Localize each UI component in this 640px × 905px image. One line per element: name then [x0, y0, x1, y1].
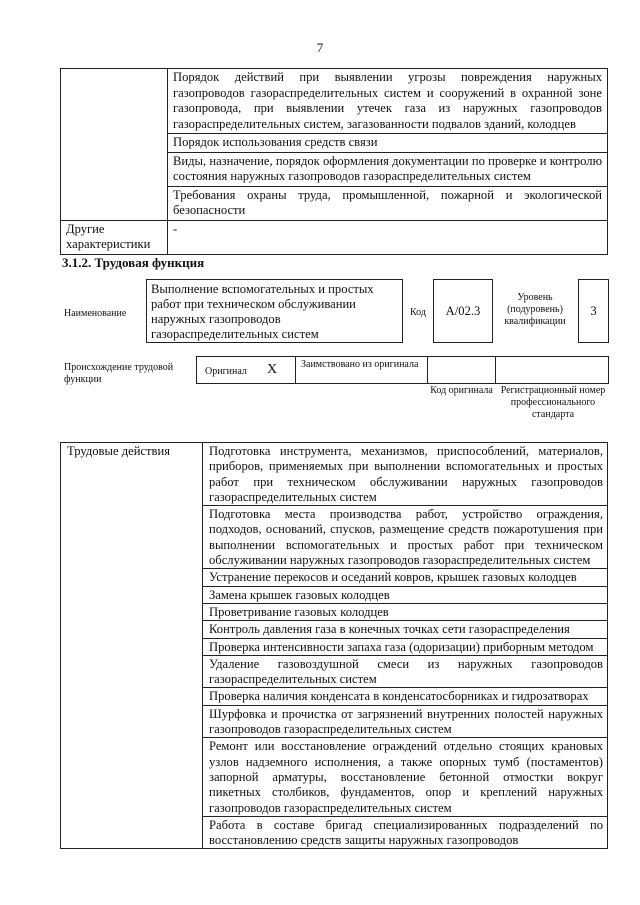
labor-action: Ремонт или восстановление ограждений отдельно стоящих крановых узлов надземного исполнения, а также опорных тумб (постаментов) запорной арматуры, восстановление бетонной отмостки вокруг пикетных столбиков, фундаментов, опор и креплений наружных газопроводов газораспределительных систем — [203, 738, 608, 816]
labor-action: Проверка наличия конденсата в конденсатосборниках и гидрозатворах — [203, 688, 608, 705]
labor-actions-table — [60, 442, 608, 849]
labor-action: Работа в составе бригад специализированных подразделений по восстановлению средств защиты наружных газопроводов — [203, 816, 608, 849]
labor-action: Проверка интенсивности запаха газа (одоризации) приборным методом — [203, 638, 608, 655]
origin-label: Происхождение трудовой функции — [64, 362, 174, 385]
borrowed-cell — [295, 356, 428, 384]
function-name: Выполнение вспомогательных и простых работ при техническом обслуживании наружных газопроводов газораспределительных систем — [151, 282, 374, 341]
original-cell — [196, 356, 296, 384]
registration-caption: Регистрационный номер профессионального стандарта — [500, 385, 606, 420]
labor-action: Проветривание газовых колодцев — [203, 603, 608, 620]
section-title: 3.1.2. Трудовая функция — [62, 255, 205, 270]
labor-action: Удаление газовоздушной смеси из наружных газопроводов газораспределительных систем — [203, 655, 608, 688]
registration-number-cell — [495, 356, 609, 384]
function-name-box — [146, 279, 403, 343]
labor-action: Устранение перекосов и оседаний ковров, крышек газовых колодцев — [203, 569, 608, 586]
labor-action: Подготовка инструмента, механизмов, приспособлений, материалов, приборов, применяемых при выполнении вспомогательных и простых работ при техническом обслуживании наружных газопроводов газораспределительных систем — [203, 443, 608, 506]
code-box — [433, 279, 493, 343]
knowledge-row: Порядок использования средств связи — [168, 134, 608, 153]
original-code-caption: Код оригинала — [430, 385, 493, 396]
original-code-cell — [427, 356, 496, 384]
knowledge-row: Требования охраны труда, промышленной, пожарной и экологической безопасности — [168, 186, 608, 220]
knowledge-row: Порядок действий при выявлении угрозы повреждения наружных газопроводов газораспределительных систем и сооружений в охранной зоне газопровода, при выявлении утечек газа из наружных газопроводов газораспределительных систем, загазованности подвалов зданий, колодцев — [168, 69, 608, 134]
labor-actions-label: Трудовые действия — [61, 443, 203, 506]
original-label: Оригинал — [205, 366, 247, 377]
labor-action: Замена крышек газовых колодцев — [203, 586, 608, 603]
code-value: А/02.3 — [445, 304, 481, 318]
level-box — [578, 279, 609, 343]
labor-action: Контроль давления газа в конечных точках сети газораспределения — [203, 621, 608, 638]
borrowed-label: Заимствовано из оригинала — [301, 359, 419, 370]
labor-action: Подготовка места производства работ, устройство ограждения, подходов, оснований, спусков, размещение средств пожаротушения при выполнении вспомогательных и простых работ при техническом обслуживании наружных газопроводов газораспределительных систем — [203, 506, 608, 569]
code-label: Код — [410, 307, 426, 318]
labor-action: Шурфовка и прочистка от загрязнений внутренних полостей наружных газопроводов газораспределительных систем — [203, 705, 608, 738]
original-mark: X — [267, 362, 278, 377]
level-label: Уровень (подуровень) квалификации — [504, 292, 566, 327]
other-characteristics-value: - — [168, 220, 608, 254]
knowledge-row: Виды, назначение, порядок оформления документации по проверке и контролю состояния наружных газопроводов газораспределительных систем — [168, 152, 608, 186]
knowledge-label-cell — [61, 69, 168, 221]
page-number: 7 — [316, 40, 324, 55]
knowledge-table — [60, 68, 608, 255]
name-label: Наименование — [64, 308, 127, 319]
other-characteristics-label: Другие характеристики — [61, 220, 168, 254]
level-value: 3 — [590, 304, 597, 318]
